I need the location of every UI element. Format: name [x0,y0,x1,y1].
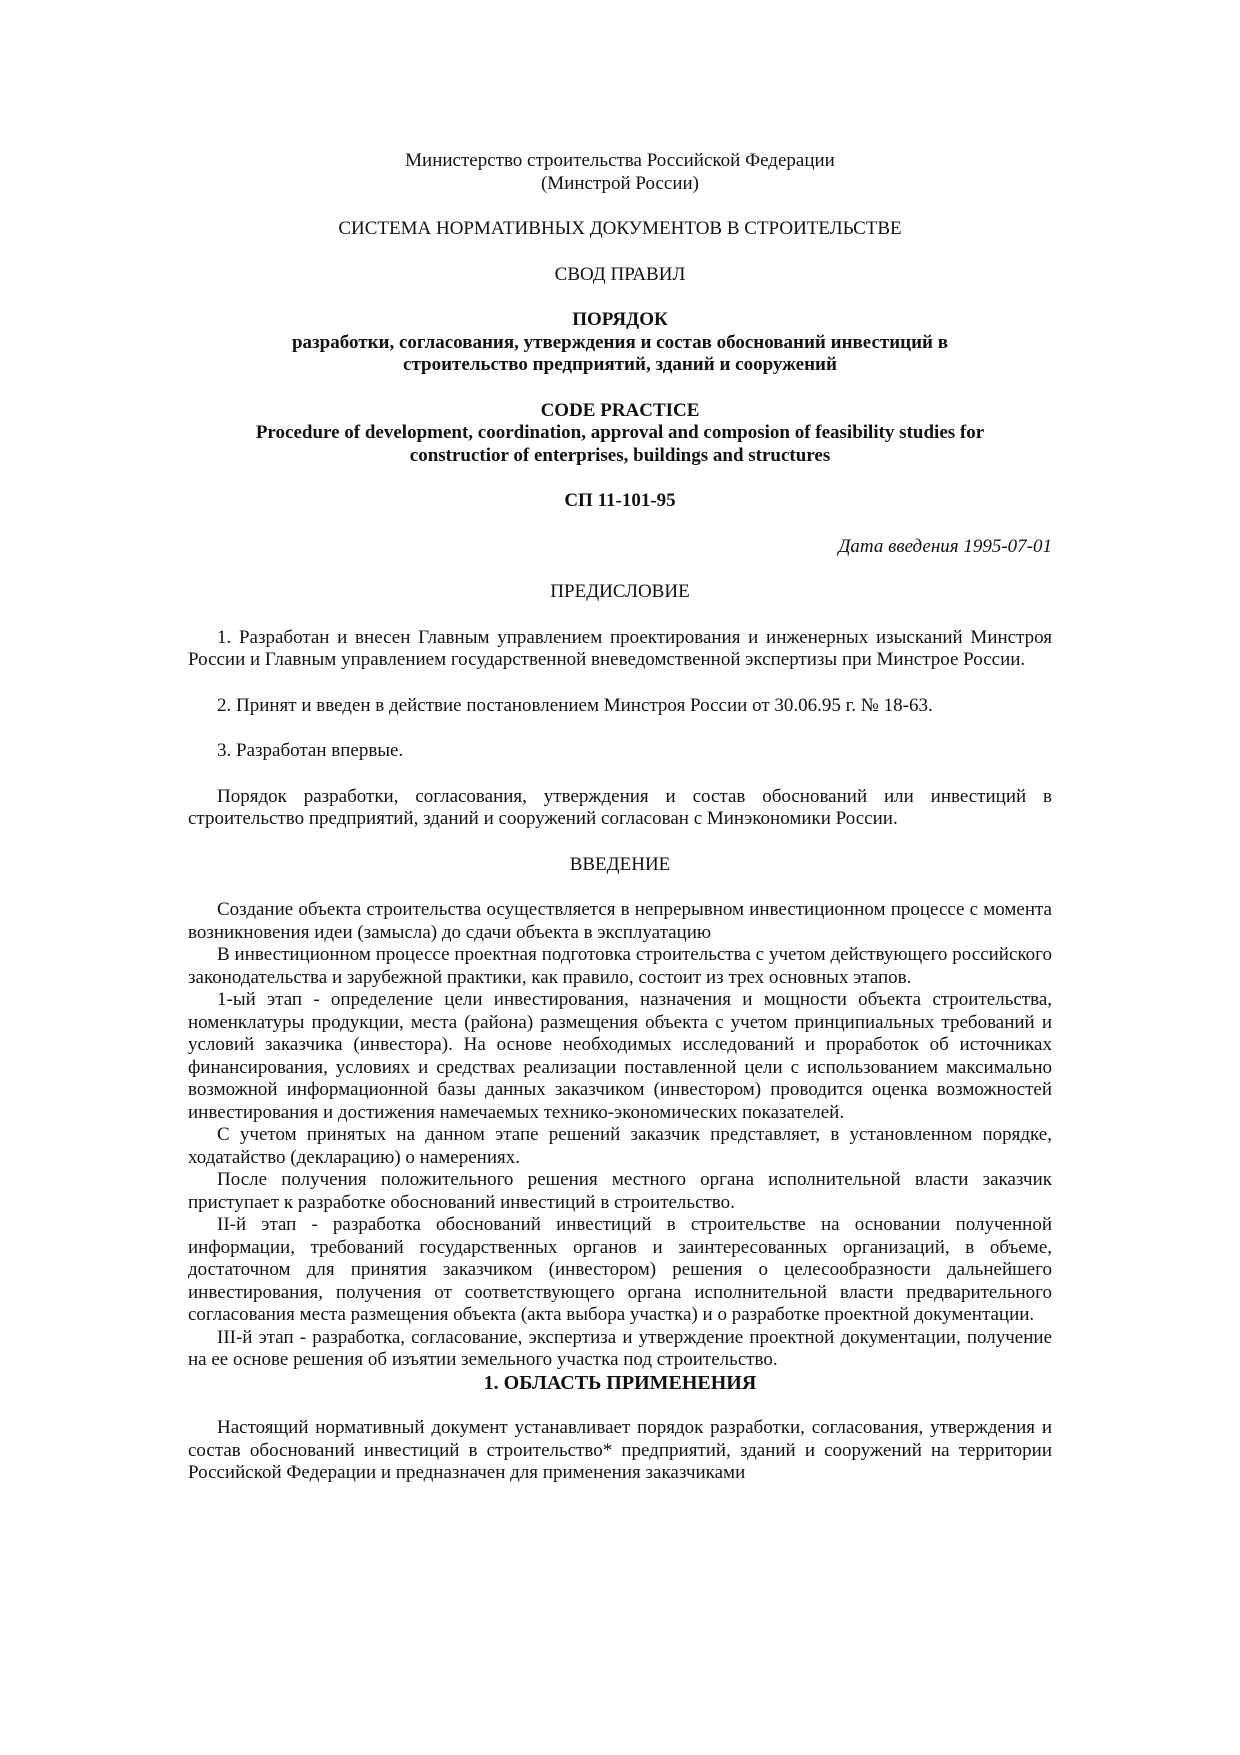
introduction-date: Дата введения 1995-07-01 [838,535,1052,557]
code-of-rules-label: СВОД ПРАВИЛ [554,263,686,285]
document-page [188,150,1052,1485]
introduction-paragraph: Создание объекта строительства осуществляется в непрерывном инвестиционном процессе с момента возникновения идеи (замысла) до сдачи объекта в эксплуатацию [188,899,1052,943]
ministry-name: Министерство строительства Российской Федерации [405,150,835,171]
title-en-line-2: Procedure of development, coordination, approval and composion of feasibility studies for [255,422,985,443]
title-ru-line-2: разработки, согласования, утверждения и состав обоснований инвестиций в [291,331,949,353]
preface-paragraph-4: Порядок разработки, согласования, утверждения и состав обоснований или инвестиций в строительство предприятий, зданий и сооружений согласован с Минэкономики России. [188,785,1052,829]
ministry-short-name: (Минстрой России) [540,172,700,194]
preface-paragraph-3: 3. Разработан впервые. [217,740,404,761]
introduction-paragraph: В инвестиционном процессе проектная подготовка строительства с учетом действующего российского законодательства и зарубежной практики, как правило, состоит из трех основных этапов. [188,944,1052,988]
section-1-heading: 1. ОБЛАСТЬ ПРИМЕНЕНИЯ [483,1371,757,1394]
title-en-heading: CODE PRACTICE [540,399,700,421]
document-number: СП 11-101-95 [564,490,676,511]
section-1-paragraph-1: Настоящий нормативный документ устанавливает порядок разработки, согласования, утверждения и состав обоснований инвестиций в строительство* предприятий, зданий и сооружений на территории Российской Федерации и предназначен для применения заказчиками [188,1417,1052,1483]
introduction-paragraph: 1-ый этап - определение цели инвестирования, назначения и мощности объекта строительства, номенклатуры продукции, места (района) размещения объекта с учетом принципиальных требований и условий заказчика (инвестора). На основе необходимых исследований и проработок об источниках финансирования, условиях и средствах реализации поставленной цели с использованием максимально возможной информационной базы данных заказчиком (инвестором) проводится оценка возможностей инвестирования и достижения намечаемых технико-экономических показателей. [188,989,1052,1123]
introduction-paragraph: После получения положительного решения местного органа исполнительной власти заказчик приступает к разработке обоснований инвестиций в строительство. [188,1169,1052,1213]
title-en-line-3: constructior of enterprises, buildings and structures [409,444,831,466]
introduction-paragraph: II-й этап - разработка обоснований инвестиций в строительстве на основании полученной информации, требований государственных органов и заинтересованных организаций, в объеме, достаточном для принятия заказчиком (инвестором) решения о целесообразности дальнейшего инвестирования, получения от соответствующего органа исполнительной власти предварительного согласования места размещения объекта (акта выбора участка) и о разработке проектной документации. [188,1214,1052,1325]
title-ru-line-3: строительство предприятий, зданий и сооружений [403,354,837,375]
preface-paragraph-2: 2. Принят и введен в действие постановлением Минстроя России от 30.06.95 г. № 18-63. [217,694,933,716]
preface-paragraph-1: 1. Разработан и внесен Главным управлением проектирования и инженерных изысканий Минстроя России и Главным управлением государственной вневедомственной экспертизы при Минстрое России. [188,626,1052,670]
system-title: СИСТЕМА НОРМАТИВНЫХ ДОКУМЕНТОВ В СТРОИТЕЛЬСТВЕ [338,218,902,239]
introduction-paragraph: III-й этап - разработка, согласование, экспертиза и утверждение проектной документации, получение на ее основе решения об изъятии земельного участка под строительство. [188,1326,1052,1370]
introduction-paragraph: С учетом принятых на данном этапе решений заказчик представляет, в установленном порядке, ходатайство (декларацию) о намерениях. [188,1124,1052,1168]
title-ru-heading: ПОРЯДОК [572,309,668,330]
preface-heading: ПРЕДИСЛОВИЕ [550,581,690,602]
introduction-heading: ВВЕДЕНИЕ [569,853,671,875]
